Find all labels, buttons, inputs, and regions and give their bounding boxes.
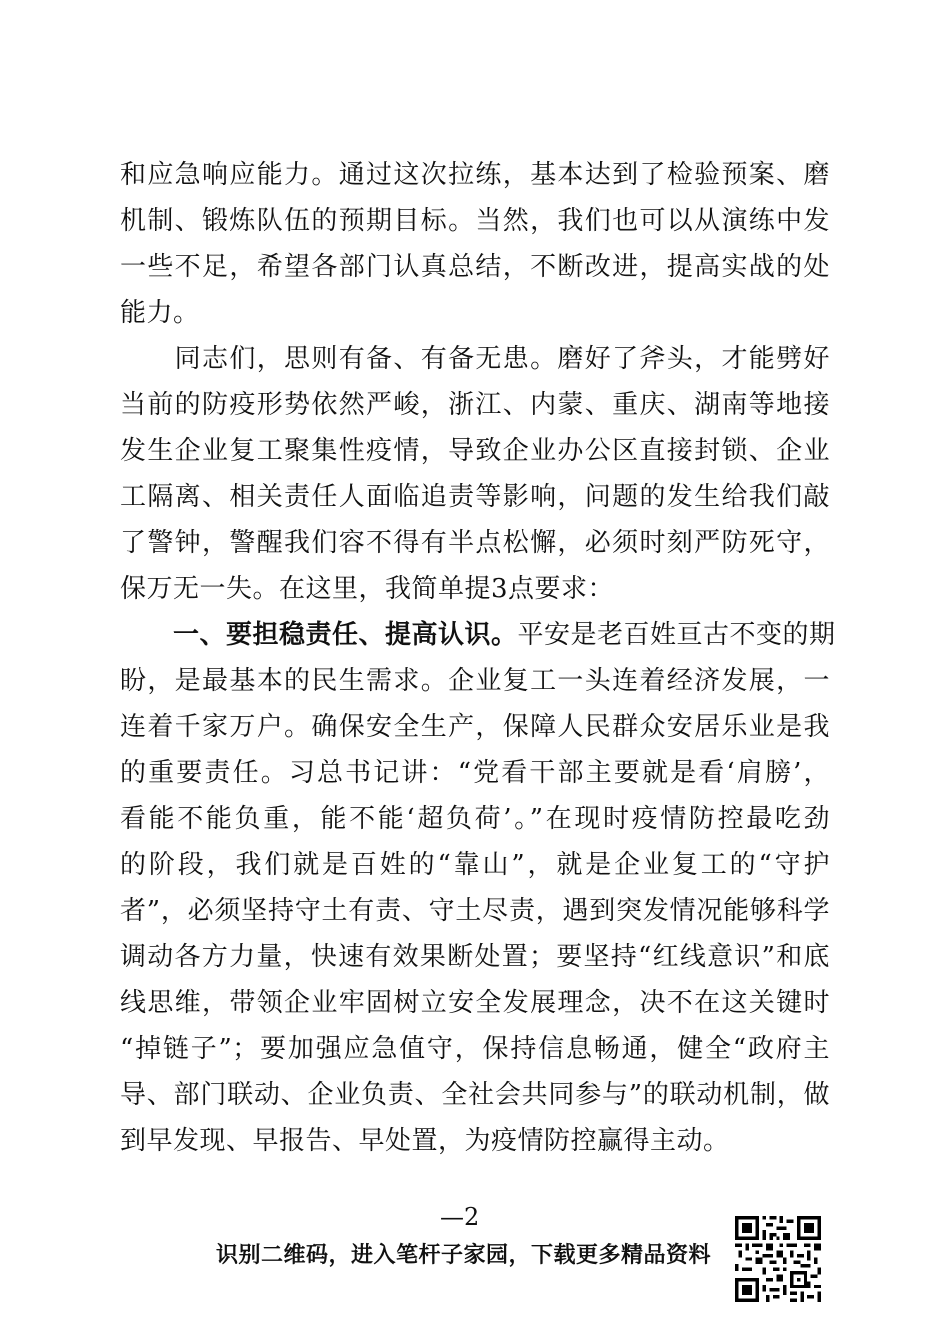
text-line: “掉链子”；要加强应急值守，保持信息畅通，健全“政府主 [120,1034,830,1064]
text-line: 者”，必须坚持守土有责、守土尽责，遇到突发情况能够科学 [120,896,830,926]
text-line: 看能不能负重，能不能‘超负荷’。”在现时疫情防控最吃劲 [120,804,830,834]
text-line: 发生企业复工聚集性疫情，导致企业办公区直接封锁、企业 [120,436,830,466]
qr-code-icon[interactable] [735,1216,821,1302]
text-line: 连着千家万户。确保安全生产，保障人民群众安居乐业是我 [120,712,830,742]
text-line: 能力。 [120,298,200,328]
text-line: 一些不足，希望各部门认真总结，不断改进，提高实战的处 [120,252,830,282]
text-line: 导、部门联动、企业负责、全社会共同参与”的联动机制，做 [120,1080,830,1110]
text-line: 当前的防疫形势依然严峻，浙江、内蒙、重庆、湖南等地接 [120,390,830,420]
text-line: 保万无一失。在这里，我简单提3点要求： [120,574,615,604]
text-line: 线思维，带领企业牢固树立安全发展理念，决不在这关键时 [120,988,830,1018]
page-number: —2 [440,1203,480,1231]
text-line: 机制、锻炼队伍的预期目标。当然，我们也可以从演练中发 [120,206,830,236]
text-line: 同志们，思则有备、有备无患。磨好了斧头，才能劈好 [174,344,830,374]
text-line-with-heading [120,612,836,658]
text-line: 调动各方力量，快速有效果断处置；要坚持“红线意识”和底 [120,942,830,972]
section-heading: 一、要担稳责任、提高认识。 [120,620,518,650]
text-line: 的重要责任。习总书记讲：“党看干部主要就是看‘肩膀’， [120,758,830,788]
text-line: 的阶段，我们就是百姓的“靠山”，就是企业复工的“守护 [120,850,830,880]
footer-note: 识别二维码，进入笔杆子家园，下载更多精品资料 [216,1242,712,1268]
text-line: 工隔离、相关责任人面临追责等影响，问题的发生给我们敲 [120,482,830,512]
text-span: 平安是老百姓亘古不变的期 [517,620,836,650]
text-line: 盼，是最基本的民生需求。企业复工一头连着经济发展，一 [120,666,830,696]
text-line: 了警钟，警醒我们容不得有半点松懈，必须时刻严防死守， [120,528,830,558]
text-line: 和应急响应能力。通过这次拉练，基本达到了检验预案、磨 [120,160,830,190]
text-line: 到早发现、早报告、早处置，为疫情防控赢得主动。 [120,1126,730,1156]
body-text [120,152,836,1164]
